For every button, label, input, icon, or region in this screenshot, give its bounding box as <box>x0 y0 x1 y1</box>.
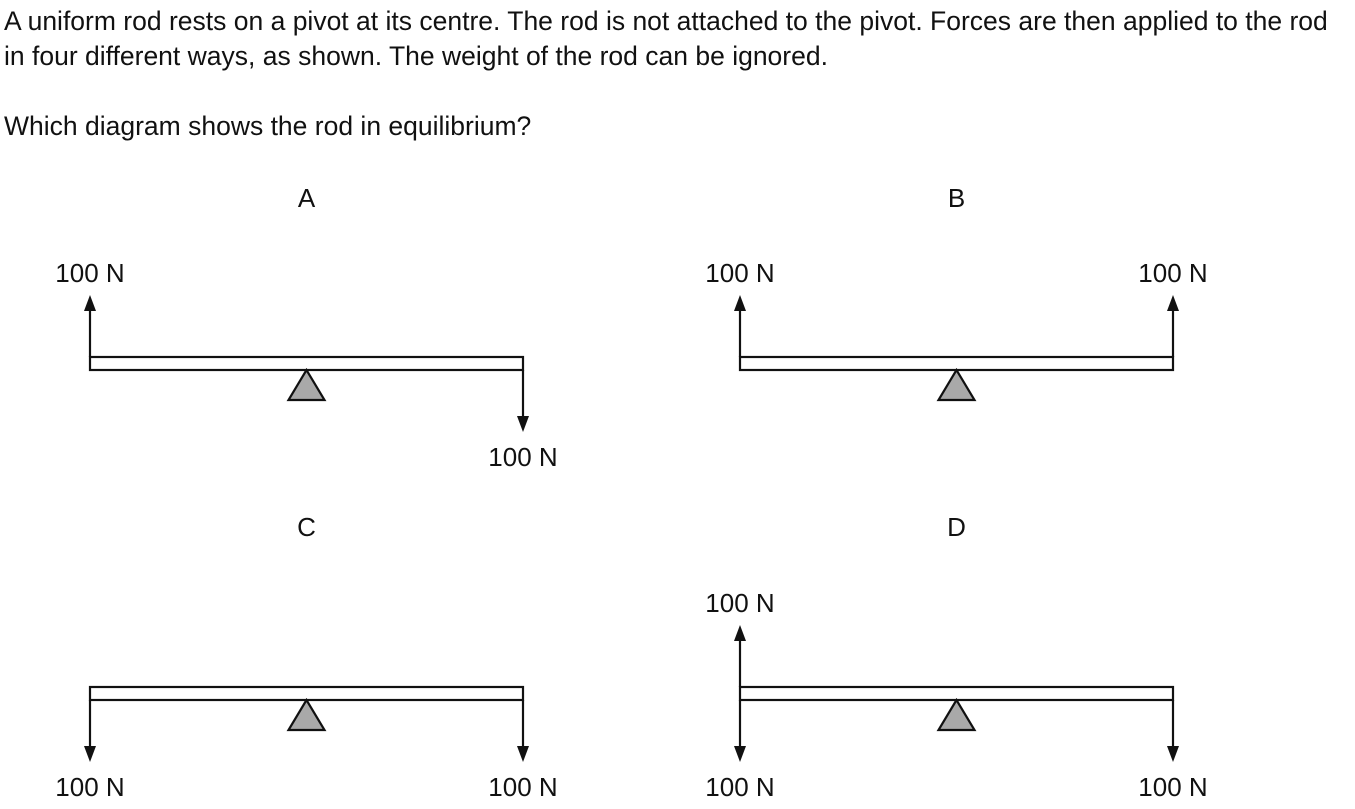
force-d-left-down-label: 100 N <box>705 772 775 802</box>
pivot-a <box>289 370 325 400</box>
force-c-right-down-arrowhead <box>517 746 529 762</box>
pivot-d <box>939 700 975 730</box>
force-d-left-up-label: 100 N <box>705 588 775 618</box>
force-b-right-up-arrowhead <box>1167 295 1179 311</box>
force-d-right-down-arrowhead <box>1167 746 1179 762</box>
force-c-left-down-label: 100 N <box>55 772 125 802</box>
question-text: A uniform rod rests on a pivot at its centre. The rod is not attached to the pivot. Forces are then applied to the rod in four different ways, as shown. The weight of the rod can be ignored. <box>4 6 1328 71</box>
force-d-right-down-label: 100 N <box>1138 772 1208 802</box>
force-c-right-down-label: 100 N <box>488 772 558 802</box>
option-label-d: D <box>947 512 966 542</box>
option-label-c: C <box>297 512 316 542</box>
force-a-left-up-arrowhead <box>84 295 96 311</box>
question-prompt: Which diagram shows the rod in equilibrium? <box>4 111 532 141</box>
option-label-b: B <box>947 183 966 213</box>
force-b-left-up-arrowhead <box>734 295 746 311</box>
force-a-right-down-arrowhead <box>517 416 529 432</box>
pivot-c <box>289 700 325 730</box>
force-c-left-down-arrowhead <box>84 746 96 762</box>
force-d-left-down-arrowhead <box>734 746 746 762</box>
force-d-left-up-arrowhead <box>734 625 746 641</box>
force-b-left-up-label: 100 N <box>705 258 775 288</box>
force-a-right-down-label: 100 N <box>488 442 558 472</box>
option-label-a: A <box>297 183 316 213</box>
force-a-left-up-label: 100 N <box>55 258 125 288</box>
pivot-b <box>939 370 975 400</box>
force-b-right-up-label: 100 N <box>1138 258 1208 288</box>
